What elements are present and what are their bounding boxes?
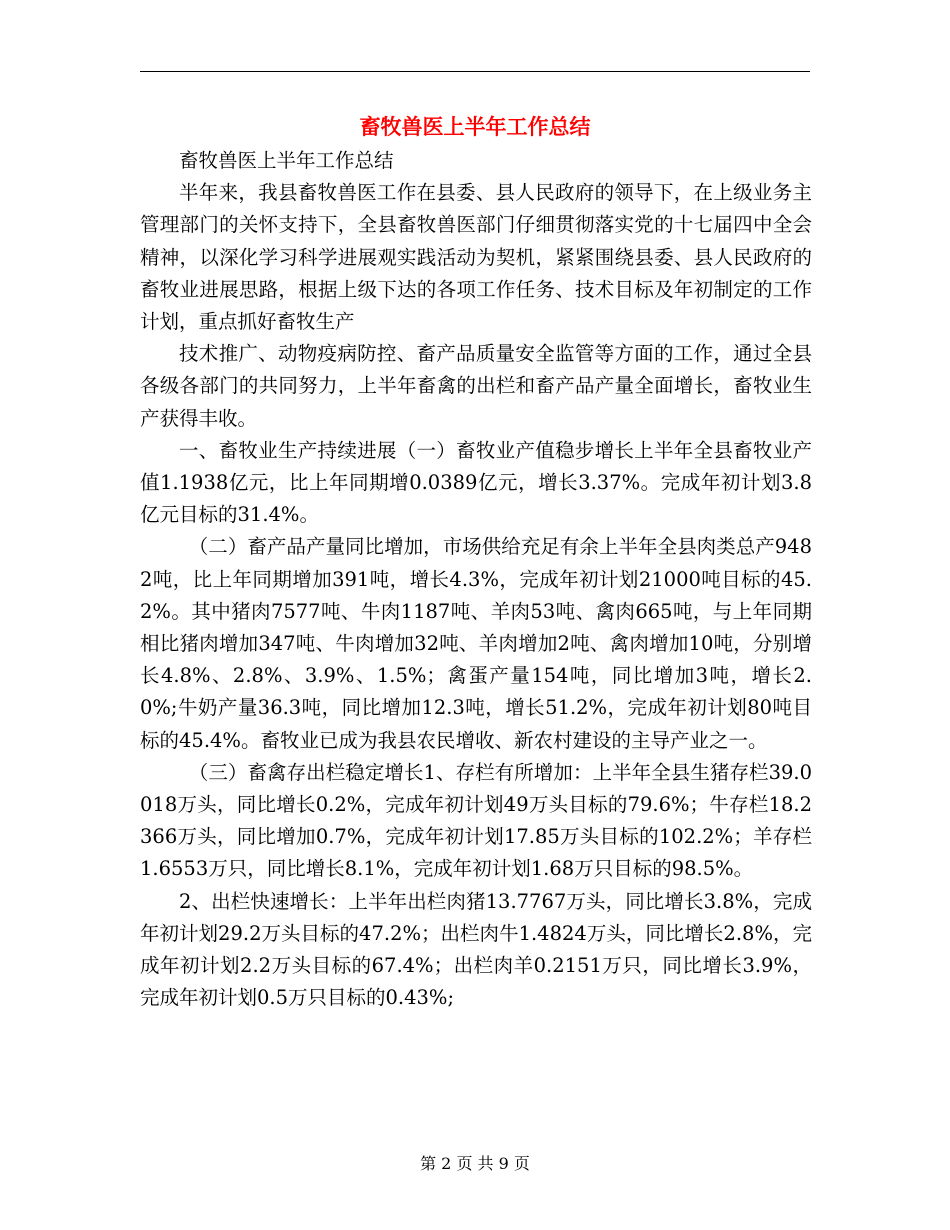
paragraph-intro-continued: 技术推广、动物疫病防控、畜产品质量安全监管等方面的工作，通过全县各级各部门的共同努力，上半年畜禽的出栏和畜产品产量全面增长，畜牧业生产获得丰收。	[140, 342, 812, 430]
paragraph-intro: 半年来，我县畜牧兽医工作在县委、县人民政府的领导下，在上级业务主管理部门的关怀支持下，全县畜牧兽医部门仔细贯彻落实党的十七届四中全会精神，以深化学习科学进展观实践活动为契机，紧紧围绕县委、县人民政府的畜牧业进展思路，根据上级下达的各项工作任务、技术目标及年初制定的工作计划，重点抓好畜牧生产	[140, 181, 812, 334]
paragraph-section-1-2: （二）畜产品产量同比增加，市场供给充足有余上半年全县肉类总产9482吨，比上年同期增加391吨，增长4.3%，完成年初计划21000吨目标的45.2%。其中猪肉7577吨、牛肉1187吨、羊肉53吨、禽肉665吨，与上年同期相比猪肉增加347吨、牛肉增加32吨、羊肉增加2吨、禽肉增加10吨，分别增长4.8%、2.8%、3.9%、1.5%；禽蛋产量154吨，同比增加3吨，增长2.0%;牛奶产量36.3吨，同比增加12.3吨，增长51.2%，完成年初计划80吨目标的45.4%。畜牧业已成为我县农民增收、新农村建设的主导产业之一。	[140, 535, 812, 752]
paragraph-subtitle: 畜牧兽医上半年工作总结	[179, 149, 394, 172]
paragraph-section-1-3-2: 2、出栏快速增长：上半年出栏肉猪13.7767万头，同比增长3.8%，完成年初计划29.2万头目标的47.2%；出栏肉牛1.4824万头，同比增长2.8%，完成年初计划2.2万头目标的67.4%；出栏肉羊0.2151万只，同比增长3.9%，完成年初计划0.5万只目标的0.43%;	[140, 889, 812, 1010]
page-indicator: 第 2 页 共 9 页	[420, 1154, 530, 1173]
header-rule	[140, 71, 810, 72]
paragraph-section-1: 一、畜牧业生产持续进展（一）畜牧业产值稳步增长上半年全县畜牧业产值1.1938亿元，比上年同期增0.0389亿元，增长3.37%。完成年初计划3.8亿元目标的31.4%。	[140, 438, 812, 527]
paragraph-section-1-3: （三）畜禽存出栏稳定增长1、存栏有所增加：上半年全县生猪存栏39.0018万头，同比增长0.2%，完成年初计划49万头目标的79.6%；牛存栏18.2366万头，同比增加0.7%，完成年初计划17.85万头目标的102.2%；羊存栏1.6553万只，同比增长8.1%，完成年初计划1.68万只目标的98.5%。	[140, 760, 812, 881]
document-title: 畜牧兽医上半年工作总结	[359, 115, 591, 139]
document-body	[140, 145, 812, 1014]
